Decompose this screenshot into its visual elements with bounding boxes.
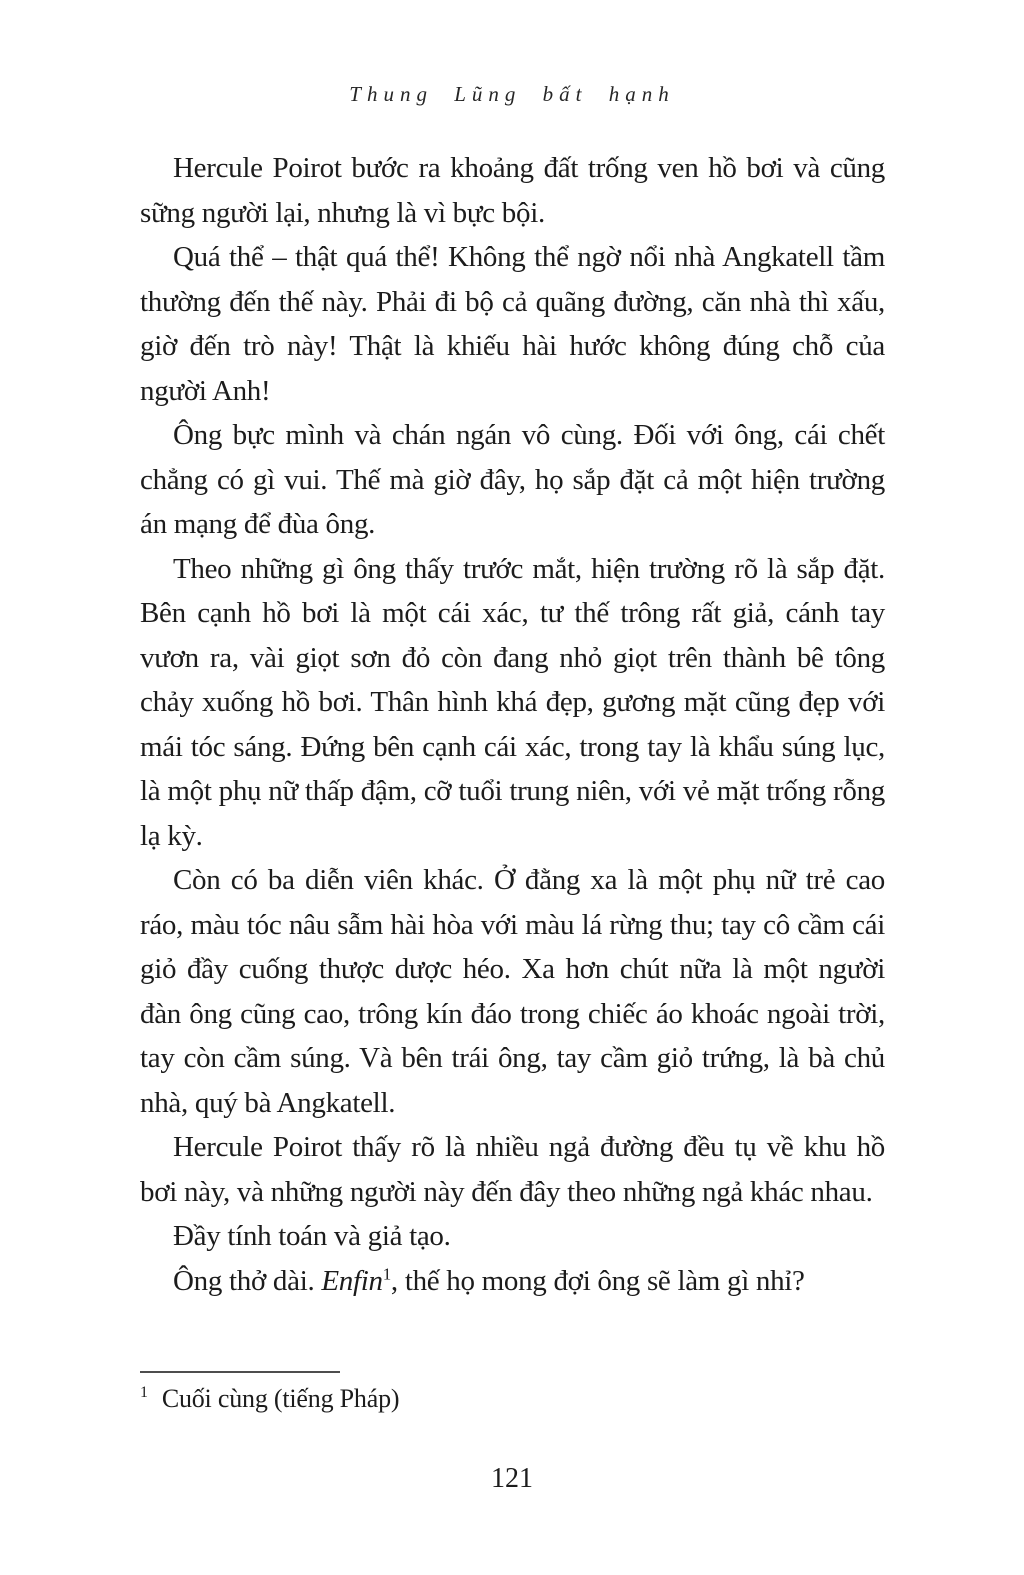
paragraph-4: Theo những gì ông thấy trước mắt, hiện trường rõ là sắp đặt. Bên cạnh hồ bơi là một cái xác, tư thế trông rất giả, cánh tay vươn ra, vài giọt sơn đỏ còn đang nhỏ giọt trên thành bê tông chảy xuống hồ bơi. Thân hình khá đẹp, gương mặt cũng đẹp với mái tóc sáng. Đứng bên cạnh cái xác, trong tay là khẩu súng lục, là một phụ nữ thấp đậm, cỡ tuổi trung niên, với vẻ mặt trống rỗng lạ kỳ. [140,552,885,852]
footnote-marker: 1 [140,1384,148,1402]
footnote-reference: 1 [382,1263,391,1283]
final-paragraph-suffix: , thế họ mong đợi ông sẽ làm gì nhỉ? [390,1264,805,1297]
running-header: Thung Lũng bất hạnh [349,82,675,106]
footnote-divider [140,1371,340,1373]
final-paragraph-prefix: Ông thở dài. [173,1264,322,1297]
paragraph-6: Hercule Poirot thấy rõ là nhiều ngả đường đều tụ về khu hồ bơi này, và những người này đến đây theo những ngả khác nhau. [140,1131,885,1208]
paragraph-7: Đầy tính toán và giả tạo. [173,1220,451,1252]
paragraph-1: Hercule Poirot bước ra khoảng đất trống ven hồ bơi và cũng sững người lại, nhưng là vì bực bội. [140,152,885,229]
paragraph-3: Ông bực mình và chán ngán vô cùng. Đối với ông, cái chết chẳng có gì vui. Thế mà giờ đây, họ sắp đặt cả một hiện trường án mạng để đùa ông. [140,419,885,540]
footnote [140,1383,885,1415]
page-number: 121 [491,1463,533,1494]
paragraph-2: Quá thể – thật quá thể! Không thể ngờ nổi nhà Angkatell tầm thường đến thế này. Phải đi bộ cả quãng đường, căn nhà thì xấu, giờ đến trò này! Thật là khiếu hài hước không đúng chỗ của người Anh! [140,241,885,407]
body-text [140,146,885,1303]
french-word-italic: Enfin [321,1264,383,1297]
paragraph-8 [140,1259,885,1304]
paragraph-5: Còn có ba diễn viên khác. Ở đằng xa là một phụ nữ trẻ cao ráo, màu tóc nâu sẫm hài hòa với màu lá rừng thu; tay cô cầm cái giỏ đầy cuống thược dược héo. Xa hơn chút nữa là một người đàn ông cũng cao, trông kín đáo trong chiếc áo khoác ngoài trời, tay còn cầm súng. Và bên trái ông, tay cầm giỏ trứng, là bà chủ nhà, quý bà Angkatell. [140,864,885,1119]
footnote-text: Cuối cùng (tiếng Pháp) [161,1384,400,1413]
footnote-section [140,1371,885,1415]
